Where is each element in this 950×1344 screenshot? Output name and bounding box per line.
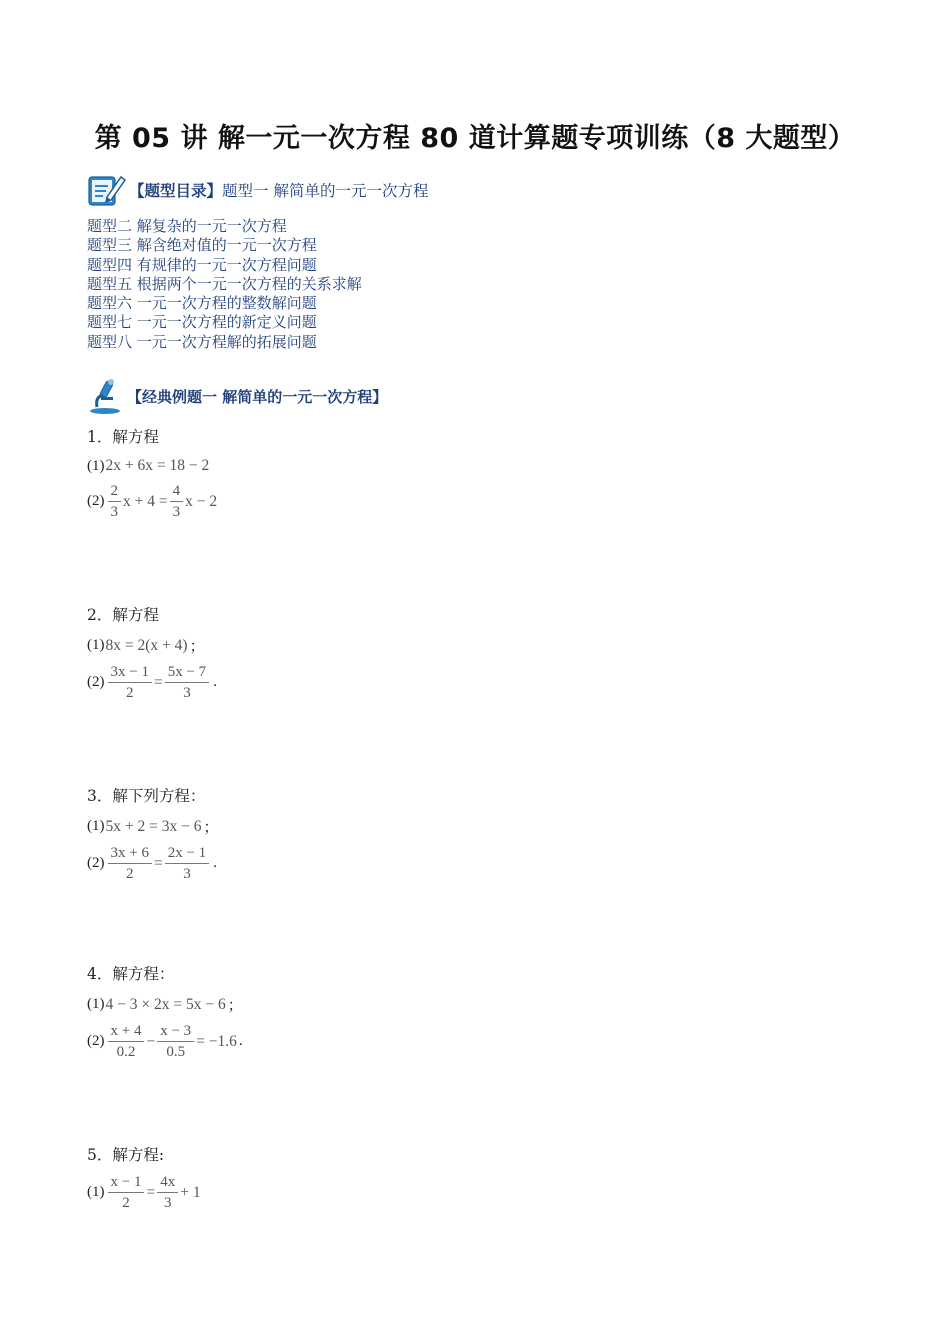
numerator: 2x − 1: [165, 843, 209, 864]
equation-part-1: [87, 635, 217, 656]
section-header: [87, 376, 387, 416]
section-heading: 【经典例题一 解简单的一元一次方程】: [127, 387, 388, 406]
toc-item-3: 题型三 解含绝对值的一元一次方程: [87, 236, 317, 255]
equation: 4 − 3 × 2x = 5x − 6: [105, 995, 226, 1013]
problem-5: [87, 1144, 201, 1213]
fraction: [108, 843, 152, 884]
toc-item-5: 题型五 根据两个一元一次方程的关系求解: [87, 274, 362, 293]
fraction: [108, 1021, 145, 1062]
part-number: (2): [87, 855, 105, 871]
numerator: x + 4: [108, 1021, 145, 1042]
toc-list: [87, 217, 362, 352]
fraction: [170, 481, 184, 522]
part-number: (1): [87, 818, 105, 834]
numerator: 2: [108, 481, 122, 502]
part-number: (2): [87, 1033, 105, 1049]
equation: =: [153, 673, 163, 691]
problem-heading: 4．解方程：: [87, 965, 175, 983]
numerator: 5x − 7: [165, 662, 209, 683]
denominator: 3: [183, 685, 191, 701]
denominator: 3: [163, 1195, 172, 1211]
fraction: [157, 1172, 178, 1213]
denominator: 0.2: [116, 1044, 136, 1060]
numerator: x − 3: [157, 1021, 194, 1042]
toc-item-6: 题型六 一元一次方程的整数解问题: [87, 294, 317, 313]
toc-header-bracket: 【题型目录】: [129, 182, 223, 200]
denominator: 2: [122, 1195, 130, 1211]
denominator: 0.5: [166, 1044, 186, 1060]
fraction: [165, 662, 209, 703]
equation: =: [153, 854, 163, 872]
fraction: [108, 662, 152, 703]
page-title: 第 05 讲 解一元一次方程 80 道计算题专项训练（8 大题型）: [94, 123, 856, 154]
fraction: [165, 843, 209, 884]
numerator: 3x − 1: [108, 662, 152, 683]
denominator: 2: [125, 866, 134, 882]
numerator: 3x + 6: [108, 843, 152, 864]
toc-item-2: 题型二 解复杂的一元一次方程: [87, 217, 287, 235]
numerator: x − 1: [108, 1172, 145, 1193]
toc-item-8: 题型八 一元一次方程解的拓展问题: [87, 332, 317, 351]
equation-part-2: [87, 481, 217, 522]
denominator: 2: [125, 685, 134, 701]
equation: 5x + 2 = 3x − 6: [105, 817, 202, 835]
equation: x + 4 =: [123, 492, 168, 510]
equation-part-2: [87, 843, 219, 884]
part-number: (2): [87, 493, 105, 509]
problem-3: [87, 785, 219, 884]
equation-part-1: [87, 994, 243, 1015]
equation-part-2: [87, 662, 217, 703]
equation: 2x + 6x = 18 − 2: [105, 457, 210, 474]
equation: −: [146, 1032, 156, 1050]
part-number: (1): [87, 637, 105, 653]
denominator: 3: [110, 504, 118, 520]
toc-item-7: 题型七 一元一次方程的新定义问题: [87, 313, 317, 332]
numerator: 4: [170, 481, 184, 502]
fraction: [108, 481, 122, 522]
denominator: 3: [172, 504, 181, 520]
equation: + 1: [180, 1183, 201, 1201]
equation: x − 2: [185, 492, 218, 510]
punctuation: ；: [189, 639, 205, 655]
problem-4: [87, 963, 243, 1062]
punctuation: .: [238, 1033, 243, 1049]
equation-part-1: [87, 457, 217, 475]
microscope-icon: [87, 377, 125, 415]
problem-heading: 5．解方程:: [87, 1146, 165, 1164]
denominator: 3: [183, 866, 191, 882]
punctuation: .: [213, 674, 217, 690]
equation-part-2: [87, 1021, 243, 1062]
toc-item-4: 题型四 有规律的一元一次方程问题: [87, 255, 317, 274]
part-number: (1): [87, 457, 105, 474]
equation: = −1.6: [196, 1032, 237, 1050]
equation-part-1: [87, 816, 219, 837]
equation-part-1: [87, 1172, 201, 1213]
punctuation: .: [213, 855, 217, 871]
problem-heading: 1．解方程: [87, 428, 159, 446]
toc-header-label: [129, 179, 428, 201]
part-number: (1): [87, 1184, 105, 1200]
part-number: (1): [87, 996, 105, 1012]
punctuation: ；: [227, 998, 243, 1014]
fraction: [108, 1172, 145, 1213]
problem-1: [87, 426, 217, 522]
equation: 8x = 2(x + 4): [105, 636, 188, 654]
equation: =: [146, 1183, 156, 1201]
toc-item-1: 题型一 解简单的一元一次方程: [222, 182, 429, 200]
fraction: [157, 1021, 194, 1062]
notepad-pencil-icon: [87, 171, 127, 209]
toc-header: [87, 170, 428, 210]
problem-heading: 3．解下列方程：: [87, 787, 206, 805]
numerator: 4x: [157, 1172, 178, 1193]
part-number: (2): [87, 674, 105, 690]
problem-heading: 2．解方程: [87, 606, 159, 624]
punctuation: ；: [203, 820, 219, 836]
problem-2: [87, 604, 217, 703]
